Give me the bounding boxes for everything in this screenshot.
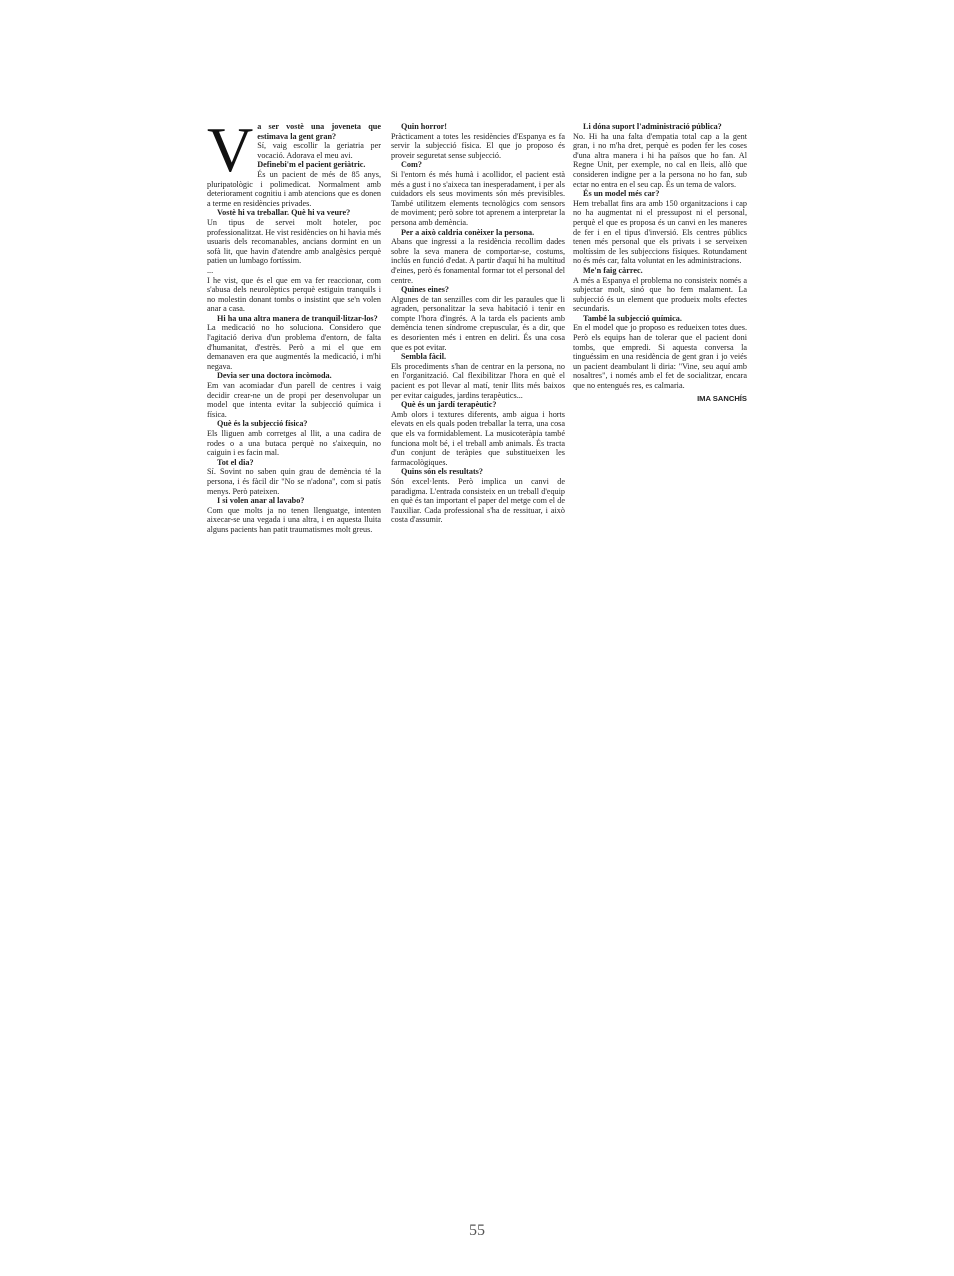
interview-question: Com? bbox=[401, 160, 422, 170]
interview-answer: Amb olors i textures diferents, amb aigua i horts elevats en els quals poden treballar la terra, una cosa que els va formidablement. La musicoteràpia també funciona molt bé, i el treball amb animals. És tracta d'un conjunt de teràpies que substitueixen les farmacològiques. bbox=[391, 409, 565, 467]
article-column-2 bbox=[391, 122, 565, 525]
interview-answer: Sí, vaig escollir la geriatria per vocació. Adorava el meu avi. bbox=[257, 141, 381, 160]
interview-answer: És un pacient de més de 85 anys, pluripatològic i polimedicat. Normalment amb deteriorament cognitiu i amb atencions que es donen a terme en residències privades. bbox=[207, 169, 381, 208]
interview-question: Vostè hi va treballar. Què hi va veure? bbox=[217, 208, 351, 218]
interview-answer: Els lliguen amb corretges al llit, a una cadira de rodes o a una butaca perquè no s'aixequin, no caiguin i es facin mal. bbox=[207, 429, 381, 458]
interview-question: Quines eines? bbox=[401, 285, 449, 295]
interview-question: Què és la subjecció física? bbox=[217, 419, 308, 429]
interview-question: Quin horror! bbox=[401, 122, 448, 131]
interview-question: Per a això caldria conèixer la persona. bbox=[401, 227, 535, 237]
interview-question: a ser vostè una joveneta que estimava la gent gran? bbox=[257, 122, 381, 141]
interview-answer: Sí. Sovint no saben quin grau de demència té la persona, i és fàcil dir "No se n'adona", com si patís menys. Però pateixen. bbox=[207, 467, 381, 496]
interview-answer: Abans que ingressi a la residència recollim dades sobre la seva manera de comportar-se, costums, inclús en funció d'edat. A partir d'aquí hi ha multitud d'eines, però és fonamental formar tot el personal del centre. bbox=[391, 237, 565, 285]
interview-question: Quins són els resultats? bbox=[401, 467, 483, 477]
interview-question: Què és un jardí terapèutic? bbox=[401, 400, 497, 410]
article-column-3 bbox=[573, 122, 747, 403]
interview-question: Devia ser una doctora incòmoda. bbox=[217, 371, 332, 381]
interview-answer: Els procediments s'han de centrar en la persona, no en l'organització. Cal flexibilitzar l'hora en què el pacient es pot llevar al matí, tenir llits més baixos per evitar caigudes, jardins terapèutics... bbox=[391, 361, 565, 400]
interview-answer: ... bbox=[207, 265, 214, 275]
interview-question: Li dóna suport l'administració pública? bbox=[583, 122, 722, 131]
drop-cap: V bbox=[207, 114, 254, 185]
interview-answer: Si l'entorn és més humà i acollidor, el pacient està més a gust i no s'aixeca tan inesperadament, i per als cuidadors els seus moviments són més previsibles. També utilitzem elements tecnològics com sensors de moviment; però sobre tot aprenem a interpretar la persona amb demència. bbox=[391, 169, 565, 227]
author-signature: IMA SANCHÍS bbox=[697, 393, 747, 403]
interview-answer: Un tipus de servei molt hoteler, poc professionalitzat. He vist residències on hi havia més usuaris dels recomanables, ancians dormint en un sofà lit, que havin d'atendre amb analgèsics perquè patien un lumbago fortíssim. bbox=[207, 217, 381, 266]
interview-answer: No. Hi ha una falta d'empatia total cap a la gent gran, i no m'ha dret, perquè es poden fer les coses d'una altra manera i hi ha països que ho fan. Al Regne Unit, per exemple, no cal en lleis, allò que consideren indigne per a la persona no ho fan, sub ectar no entra en el seu cap. És un tema de valors. bbox=[573, 131, 747, 189]
interview-answer: A més a Espanya el problema no consisteix només a subjectar molt, sinó que ho fem malament. La subjecció és un element que produeix molts efectes secundaris. bbox=[573, 275, 747, 314]
page-number: 55 bbox=[469, 1222, 485, 1239]
interview-answer: Hem treballat fins ara amb 150 organitzacions i cap no ha augmentat ni el pressupost ni el personal, perquè el que es proposa és un canvi en les maneres de fer i en el tipus d'inversió. Els centres públics tenen més personal que els privats i se serveixen moltíssim de les subjeccions físiques. Rotundament no és més car, falta voluntat en les administracions. bbox=[573, 198, 747, 266]
interview-answer: I he vist, que és el que em va fer reaccionar, com s'abusa dels neurolèptics perquè estiguin tranquils i no molestin donant tombs o insistint que se'n volen anar a casa. bbox=[207, 275, 381, 314]
interview-answer: En el model que jo proposo es redueixen totes dues. Però els equips han de tolerar que el pacient doni tombs, que empredi. Si aquesta conversa la tinguéssim en una residència de gent gran i jo veiés un pacient deambulant li diria: "Vine, seu aquí amb nosaltres", i només amb el fet de socialitzar, encara que no entengués res, es calmaria. bbox=[573, 323, 747, 391]
interview-answer: La medicació no ho soluciona. Considero que l'agitació deriva d'un problema d'entorn, de falta d'humanitat, d'estrès. Però a mi el que em demanaven era que augmentés la medicació, i m'hi negava. bbox=[207, 323, 381, 371]
interview-question: També la subjecció química. bbox=[583, 313, 682, 323]
interview-question: És un model més car? bbox=[583, 189, 660, 199]
interview-answer: Com que molts ja no tenen llenguatge, intenten aixecar-se una vegada i una altra, i en aquesta lluita alguns pacients han patit traumatismes molt greus. bbox=[207, 505, 381, 534]
interview-answer: Algunes de tan senzilles com dir les paraules que li agraden, personalitzar la seva habitació i tenir en compte l'hora d'ingrés. A la tarda els pacients amb demència tenen síndrome crepuscular, és a dir, que es desorienten més i entren en deliri. És una cosa que es pot evitar. bbox=[391, 294, 565, 352]
interview-question: I si volen anar al lavabo? bbox=[217, 496, 305, 506]
interview-answer: Em van acomiadar d'un parell de centres i vaig decidir crear-ne un de propi per desenvolupar un model que intenta evitar la subjecció química i física. bbox=[207, 381, 381, 419]
interview-question: Tot el dia? bbox=[217, 457, 254, 467]
interview-question: Hi ha una altra manera de tranquil·litzar-los? bbox=[217, 313, 378, 323]
article-column-1 bbox=[207, 114, 381, 535]
interview-answer: Són excel·lents. Però implica un canvi de paradigma. L'entrada consisteix en un treball d'equip en què és tan important el paper del metge com el de l'auxiliar. Cada professional s'ha de ressituar, i això costa d'assumir. bbox=[391, 476, 565, 525]
interview-answer: Pràcticament a totes les residències d'Espanya es fa servir la subjecció física. El que jo proposo és proveir seguretat sense subjecció. bbox=[391, 131, 565, 160]
interview-question: Definebi'm el pacient geriàtric. bbox=[257, 160, 366, 170]
interview-question: Me'n faig càrrec. bbox=[583, 265, 643, 275]
interview-question: Sembla fàcil. bbox=[401, 352, 447, 362]
